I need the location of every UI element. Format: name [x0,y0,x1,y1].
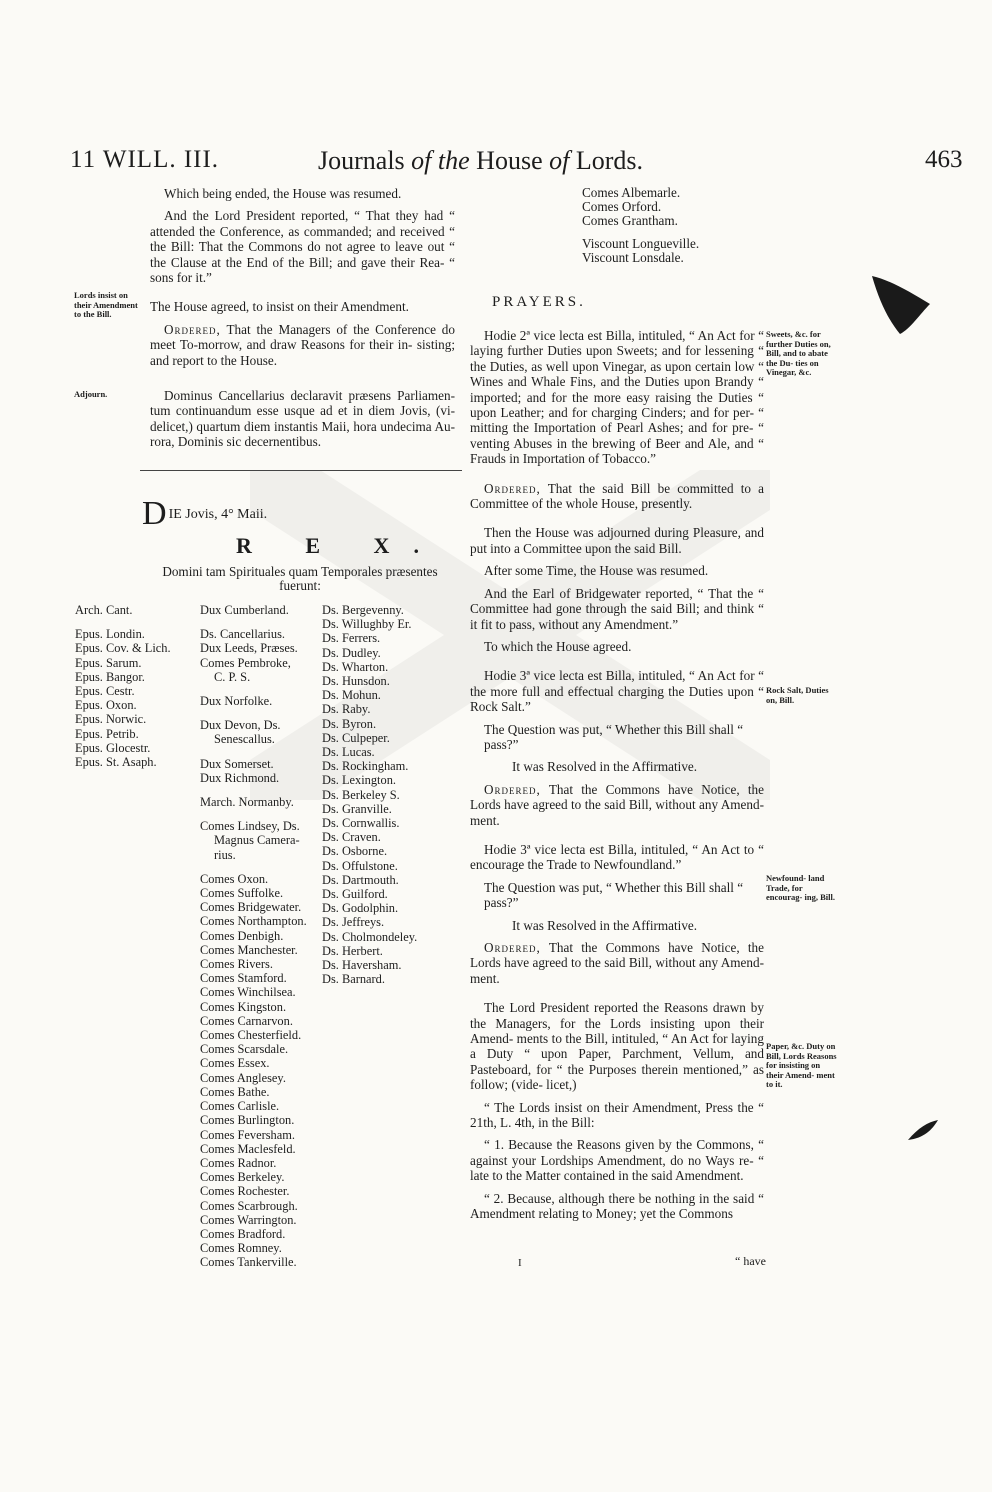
list-item: Ds. Lucas. [322,745,375,760]
margin-note-paper: Paper, &c. Duty on Bill, Lords Reasons for insisting on their Amend- ment to it. [766,1041,837,1089]
list-item: Ds. Offulstone. [322,858,398,873]
list-item: Comes Essex. [200,1056,270,1071]
list-item: Epus. Oxon. [75,698,137,713]
list-item: Ds. Jeffreys. [322,915,385,930]
list-item: Ds. Hunsdon. [322,674,390,689]
list-item: Comes Suffolke. [200,886,284,901]
divider [140,470,462,471]
list-item: Ds. Cornwallis. [322,816,400,831]
list-item: Comes Northampton. [200,914,307,929]
list-item: Comes Oxon. [200,871,269,886]
list-item: Ds. Rockingham. [322,759,409,774]
list-item: Epus. Cov. & Lich. [75,641,171,656]
paragraph: Ordered, That the Commons have Notice, the Lords have agreed to the said Bill, without any Amend- ment. [470,940,764,986]
attendance-heading: Domini tam Spirituales quam Temporales præsentes fuerunt: [162,564,438,593]
list-item: Comes Manchester. [200,942,298,957]
list-item: Ds. Herbert. [322,943,383,958]
list-item: Comes Lindsey, Ds. [200,819,300,834]
margin-note-insist: Lords insist on their Amendment to the Bill. [74,290,138,319]
list-item: Epus. Petrib. [75,726,139,741]
list-item: Comes Romney. [200,1241,282,1256]
list-item: Comes Bradford. [200,1226,286,1241]
list-item: Dux Cumberland. [200,603,289,617]
list-item: Comes Scarsdale. [200,1042,289,1057]
continued-peers-list [582,186,699,265]
paragraph: And the Earl of Bridgewater reported, “ That the “ Committee had gone through the said Bill; and think “ it fit to pass, without any Amendment.” [470,585,764,632]
paragraph: “ The Lords insist on their Amendment, Press the “ 21th, L. 4th, in the Bill: [470,1099,764,1131]
paragraph: Ordered, That the Managers of the Conference do meet To-morrow, and draw Reasons for their in- sisting; and report to the House. [150,321,455,368]
list-item: Ds. Ferrers. [322,631,381,646]
list-item: Ds. Willughby Er. [322,617,412,632]
paragraph: The Question was put, “ Whether this Bill shall “ pass?” [484,721,744,752]
list-item: Ds. Bergevenny. [322,603,404,617]
list-item: Ds. Dudley. [322,645,381,660]
list-item: Comes Burlington. [200,1113,295,1128]
paragraph: Dominus Cancellarius declaravit præsens Parliamen- tum continuandum esse usque ad et in diem Jovis, (vi- delicet,) quartum diem instantis Maii, hora undecima Au- rora, Dominis sic decernentibus. [150,388,455,450]
list-item: Comes Stamford. [200,971,287,986]
list-item: Ds. Guilford. [322,887,388,902]
list-item: Comes Kingston. [200,999,287,1014]
list-item: Epus. St. Asaph. [75,755,157,770]
list-item: Ds. Cancellarius. [200,627,285,642]
paragraph: The House agreed, to insist on their Amendment. [150,299,409,315]
list-item: Comes Radnor. [200,1155,277,1170]
list-item: Comes Scarbrough. [200,1198,298,1213]
list-item: C. P. S. [214,669,251,684]
paragraph: Hodie 2ª vice lecta est Billa, intituled, “ An Act for “ laying further Duties upon Sweets; and for lessening “ the Duties, as well upon Vinegar, as upon certain low “ Wines and Whale Fins, and the Duties upon Brandy “ imported; and for the more easy raising the Duties “ upon Leather; and for charging Cinders; and for per- “ mitting the Importation of Pearl Ashes; and for pre- “ venting Abuses in the brewing of Beer and Ale, and “ Frauds in Importation of Tobacco.” [470,328,764,467]
paragraph: The Lord President reported the Reasons drawn by the Managers, for the Lords insisting upon their Amend- ments to the Bill, intituled, “ An Act for laying a Duty “ upon Paper, Parchment, Vellum, and Pasteboard, for “ the Purposes therein mentioned,” as follow; (vide- licet,) [470,1000,764,1093]
list-item: Ds. Granville. [322,801,392,816]
paragraph: It was Resolved in the Affirmative. [512,759,698,775]
list-item: Ds. Culpeper. [322,730,390,745]
list-item: Epus. Bangor. [75,669,145,684]
list-item: Comes Maclesfeld. [200,1141,296,1156]
list-item: rius. [214,847,236,862]
margin-note-rock-salt: Rock Salt, Duties on, Bill. [766,685,829,705]
list-item: Viscount Lonsdale. [582,249,684,265]
list-item: Senescallus. [214,732,275,747]
list-item: Epus. Norwic. [75,712,147,727]
list-item: Magnus Camera- [214,833,300,848]
list-item: Ds. Craven. [322,830,381,845]
list-item: Comes Anglesey. [200,1070,286,1085]
margin-note-adjourn: Adjourn. [74,389,108,399]
list-item: Ds. Berkeley S. [322,787,400,802]
page-number: 463 [925,146,963,173]
catchword: “ have [735,1254,766,1268]
list-item: Comes Rivers. [200,957,273,972]
ink-blot-decoration [870,274,940,344]
date-heading: DIE Jovis, 4° Maii. [142,495,268,532]
list-item: Comes Orford. [582,199,662,215]
list-item: Viscount Longueville. [582,235,700,251]
list-item: Ds. Lexington. [322,773,396,788]
list-item: Comes Grantham. [582,213,678,229]
list-item: Epus. Glocestr. [75,740,151,755]
list-item: Ds. Osborne. [322,844,388,859]
list-item: Dux Norfolke. [200,694,273,709]
list-item: March. Normanby. [200,795,294,810]
list-item: Dux Richmond. [200,770,280,785]
paragraph: Ordered, That the said Bill be committed to a Committee of the whole House, presently. [470,480,764,512]
list-item: Arch. Cant. [75,603,133,617]
paragraph: “ 1. Because the Reasons given by the Commons, “ against your Lordships Amendment, do no Ways re- “ late to the Matter contained in the said Amendment. [470,1137,764,1184]
list-item: Ds. Wharton. [322,659,389,674]
list-item: Comes Berkeley. [200,1170,285,1185]
list-item: Epus. Sarum. [75,655,142,670]
paragraph: Hodie 3ª vice lecta est Billa, intituled, “ An Act for “ the more full and effectual charging the Duties upon “ Rock Salt.” [470,668,764,715]
list-item: Comes Feversham. [200,1127,295,1142]
list-item: Comes Winchilsea. [200,985,296,1000]
right-column-text [470,328,764,1229]
list-item: Comes Carnarvon. [200,1013,293,1028]
list-item: Epus. Londin. [75,627,145,642]
list-item: Comes Chesterfield. [200,1028,302,1043]
paragraph: “ 2. Because, although there be nothing in the said “ Amendment relating to Money; yet the Commons [470,1190,764,1222]
list-item: Comes Pembroke, [200,655,291,670]
header-session: 11 WILL. III. [70,146,220,173]
paragraph: To which the House agreed. [484,638,632,654]
ink-mark-decoration [906,1118,940,1144]
list-item: Dux Devon, Ds. [200,718,281,733]
list-item: Comes Warrington. [200,1212,297,1227]
paragraph: Ordered, That the Commons have Notice, the Lords have agreed to the said Bill, without any Amend- ment. [470,781,764,828]
list-item: Ds. Barnard. [322,972,385,987]
signature-mark: I [518,1257,522,1269]
list-item: Ds. Haversham. [322,958,402,973]
margin-note-sweets: Sweets, &c. for further Duties on, Bill, and to abate the Du- ties on Vinegar, &c. [766,329,831,377]
list-item: Comes Carlisle. [200,1099,280,1114]
margin-note-newfoundland: Newfound- land Trade, for encourag- ing, Bill. [766,873,835,902]
paragraph: Then the House was adjourned during Pleasure, and put into a Committee upon the said Bill. [470,525,764,556]
list-item: Comes Denbigh. [200,928,284,943]
paragraph: The Question was put, “ Whether this Bill shall “ pass?” [484,879,744,911]
list-item: Comes Bridgewater. [200,900,302,915]
list-item: Ds. Mohun. [322,688,381,703]
list-item: Comes Rochester. [200,1184,290,1199]
list-item: Comes Bathe. [200,1084,270,1099]
paragraph: Which being ended, the House was resumed. [164,186,402,201]
list-item: Ds. Godolphin. [322,901,399,916]
list-item: Comes Albemarle. [582,185,681,200]
list-item: Ds. Dartmouth. [322,872,399,887]
list-item: Comes Tankerville. [200,1255,297,1270]
list-item: Ds. Raby. [322,702,371,717]
bishops-list [75,603,171,769]
header-title: Journals of the House of Lords. [318,146,644,175]
peers-list [200,603,307,1270]
list-item: Ds. Cholmondeley. [322,929,418,944]
list-item: Dux Leeds, Præses. [200,641,298,656]
prayers-heading: PRAYERS. [492,294,586,310]
paragraph: After some Time, the House was resumed. [484,563,709,579]
barons-list [322,603,417,986]
list-item: Dux Somerset. [200,756,274,771]
paragraph: It was Resolved in the Affirmative. [512,917,698,933]
rex-heading: R E X. [236,533,443,558]
list-item: Epus. Cestr. [75,684,135,699]
paragraph: Hodie 3ª vice lecta est Billa, intituled, “ An Act to “ encourage the Trade to Newfoundland.” [470,841,764,873]
paragraph: And the Lord President reported, “ That they had “ attended the Conference, as commanded; and received “ the Bill: That the Commons do not agree to leave out “ the Clause at the End of the Bill; and gave their Rea- “ sons for it.” [150,208,455,286]
left-column-text [150,186,455,457]
list-item: Ds. Byron. [322,716,377,731]
